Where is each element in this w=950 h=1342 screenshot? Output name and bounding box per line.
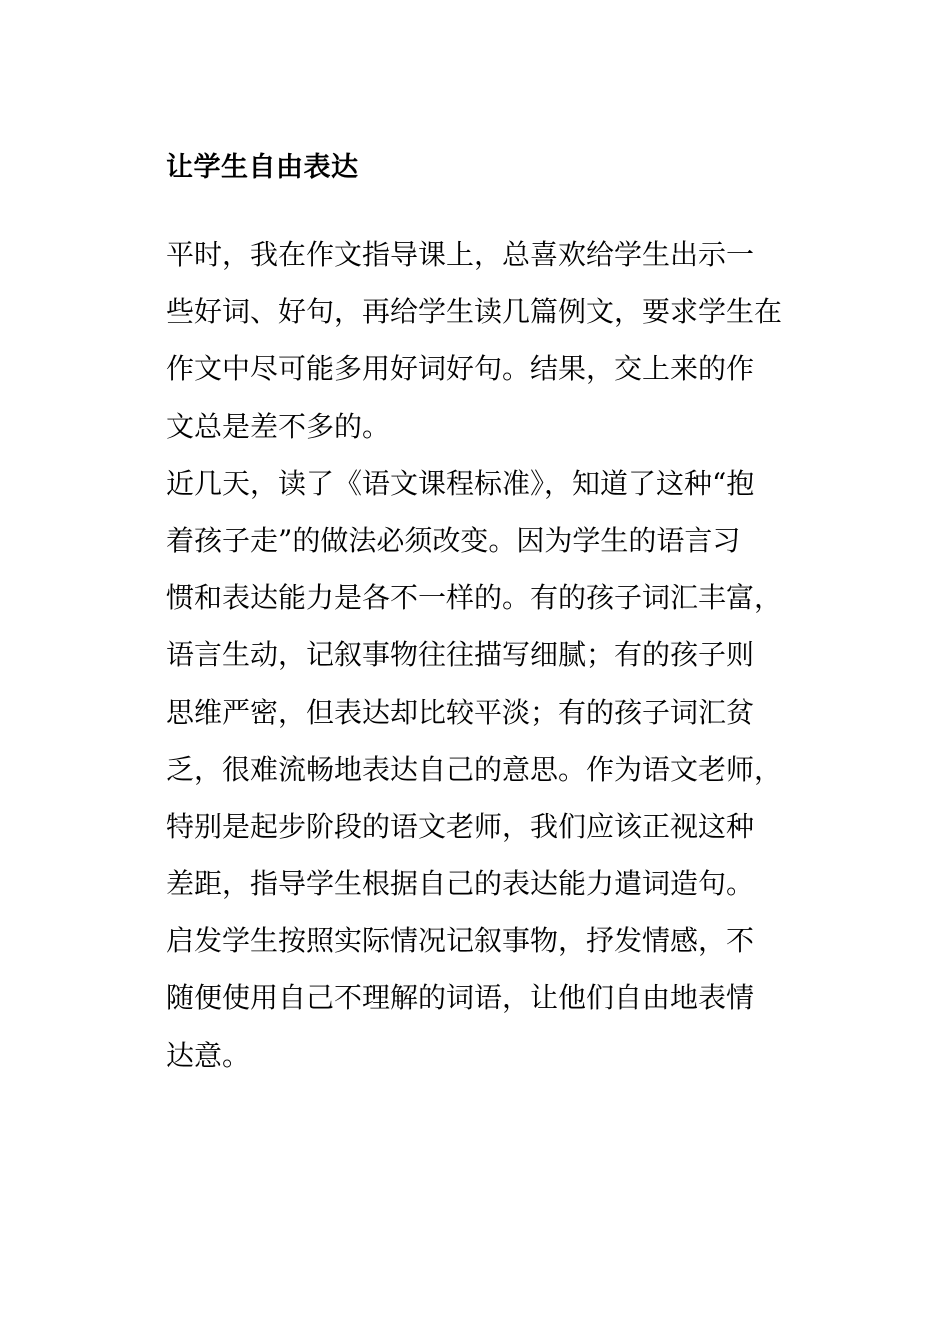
text-line: 达意。	[166, 1038, 251, 1072]
text-line: 惯和表达能力是各不一样的。有的孩子词汇丰富，	[166, 581, 783, 615]
text-line: 乏，很难流畅地表达自己的意思。作为语文老师，	[166, 752, 783, 786]
text-line: 思维严密，但表达却比较平淡；有的孩子词汇贫	[166, 695, 755, 729]
text-line: 特别是起步阶段的语文老师，我们应该正视这种	[166, 809, 755, 843]
text-line: 差距，指导学生根据自己的表达能力遣词造句。	[166, 867, 755, 901]
text-line: 着孩子走”的做法必须改变。因为学生的语言习	[166, 523, 741, 557]
document-title: 让学生自由表达	[166, 152, 359, 183]
text-line: 语言生动，记叙事物往往描写细腻；有的孩子则	[166, 638, 755, 672]
text-line: 启发学生按照实际情况记叙事物，抒发情感，不	[166, 924, 755, 958]
text-line: 随便使用自己不理解的词语，让他们自由地表情	[166, 981, 755, 1015]
text-line: 近几天，读了《语文课程标准》，知道了这种“抱	[166, 466, 755, 500]
document-body	[166, 230, 806, 1088]
text-line: 些好词、好句，再给学生读几篇例文，要求学生在	[166, 295, 783, 329]
text-line: 平时，我在作文指导课上，总喜欢给学生出示一	[166, 238, 755, 271]
text-line: 文总是差不多的。	[166, 409, 391, 443]
text-line: 作文中尽可能多用好词好句。结果，交上来的作	[166, 352, 755, 386]
